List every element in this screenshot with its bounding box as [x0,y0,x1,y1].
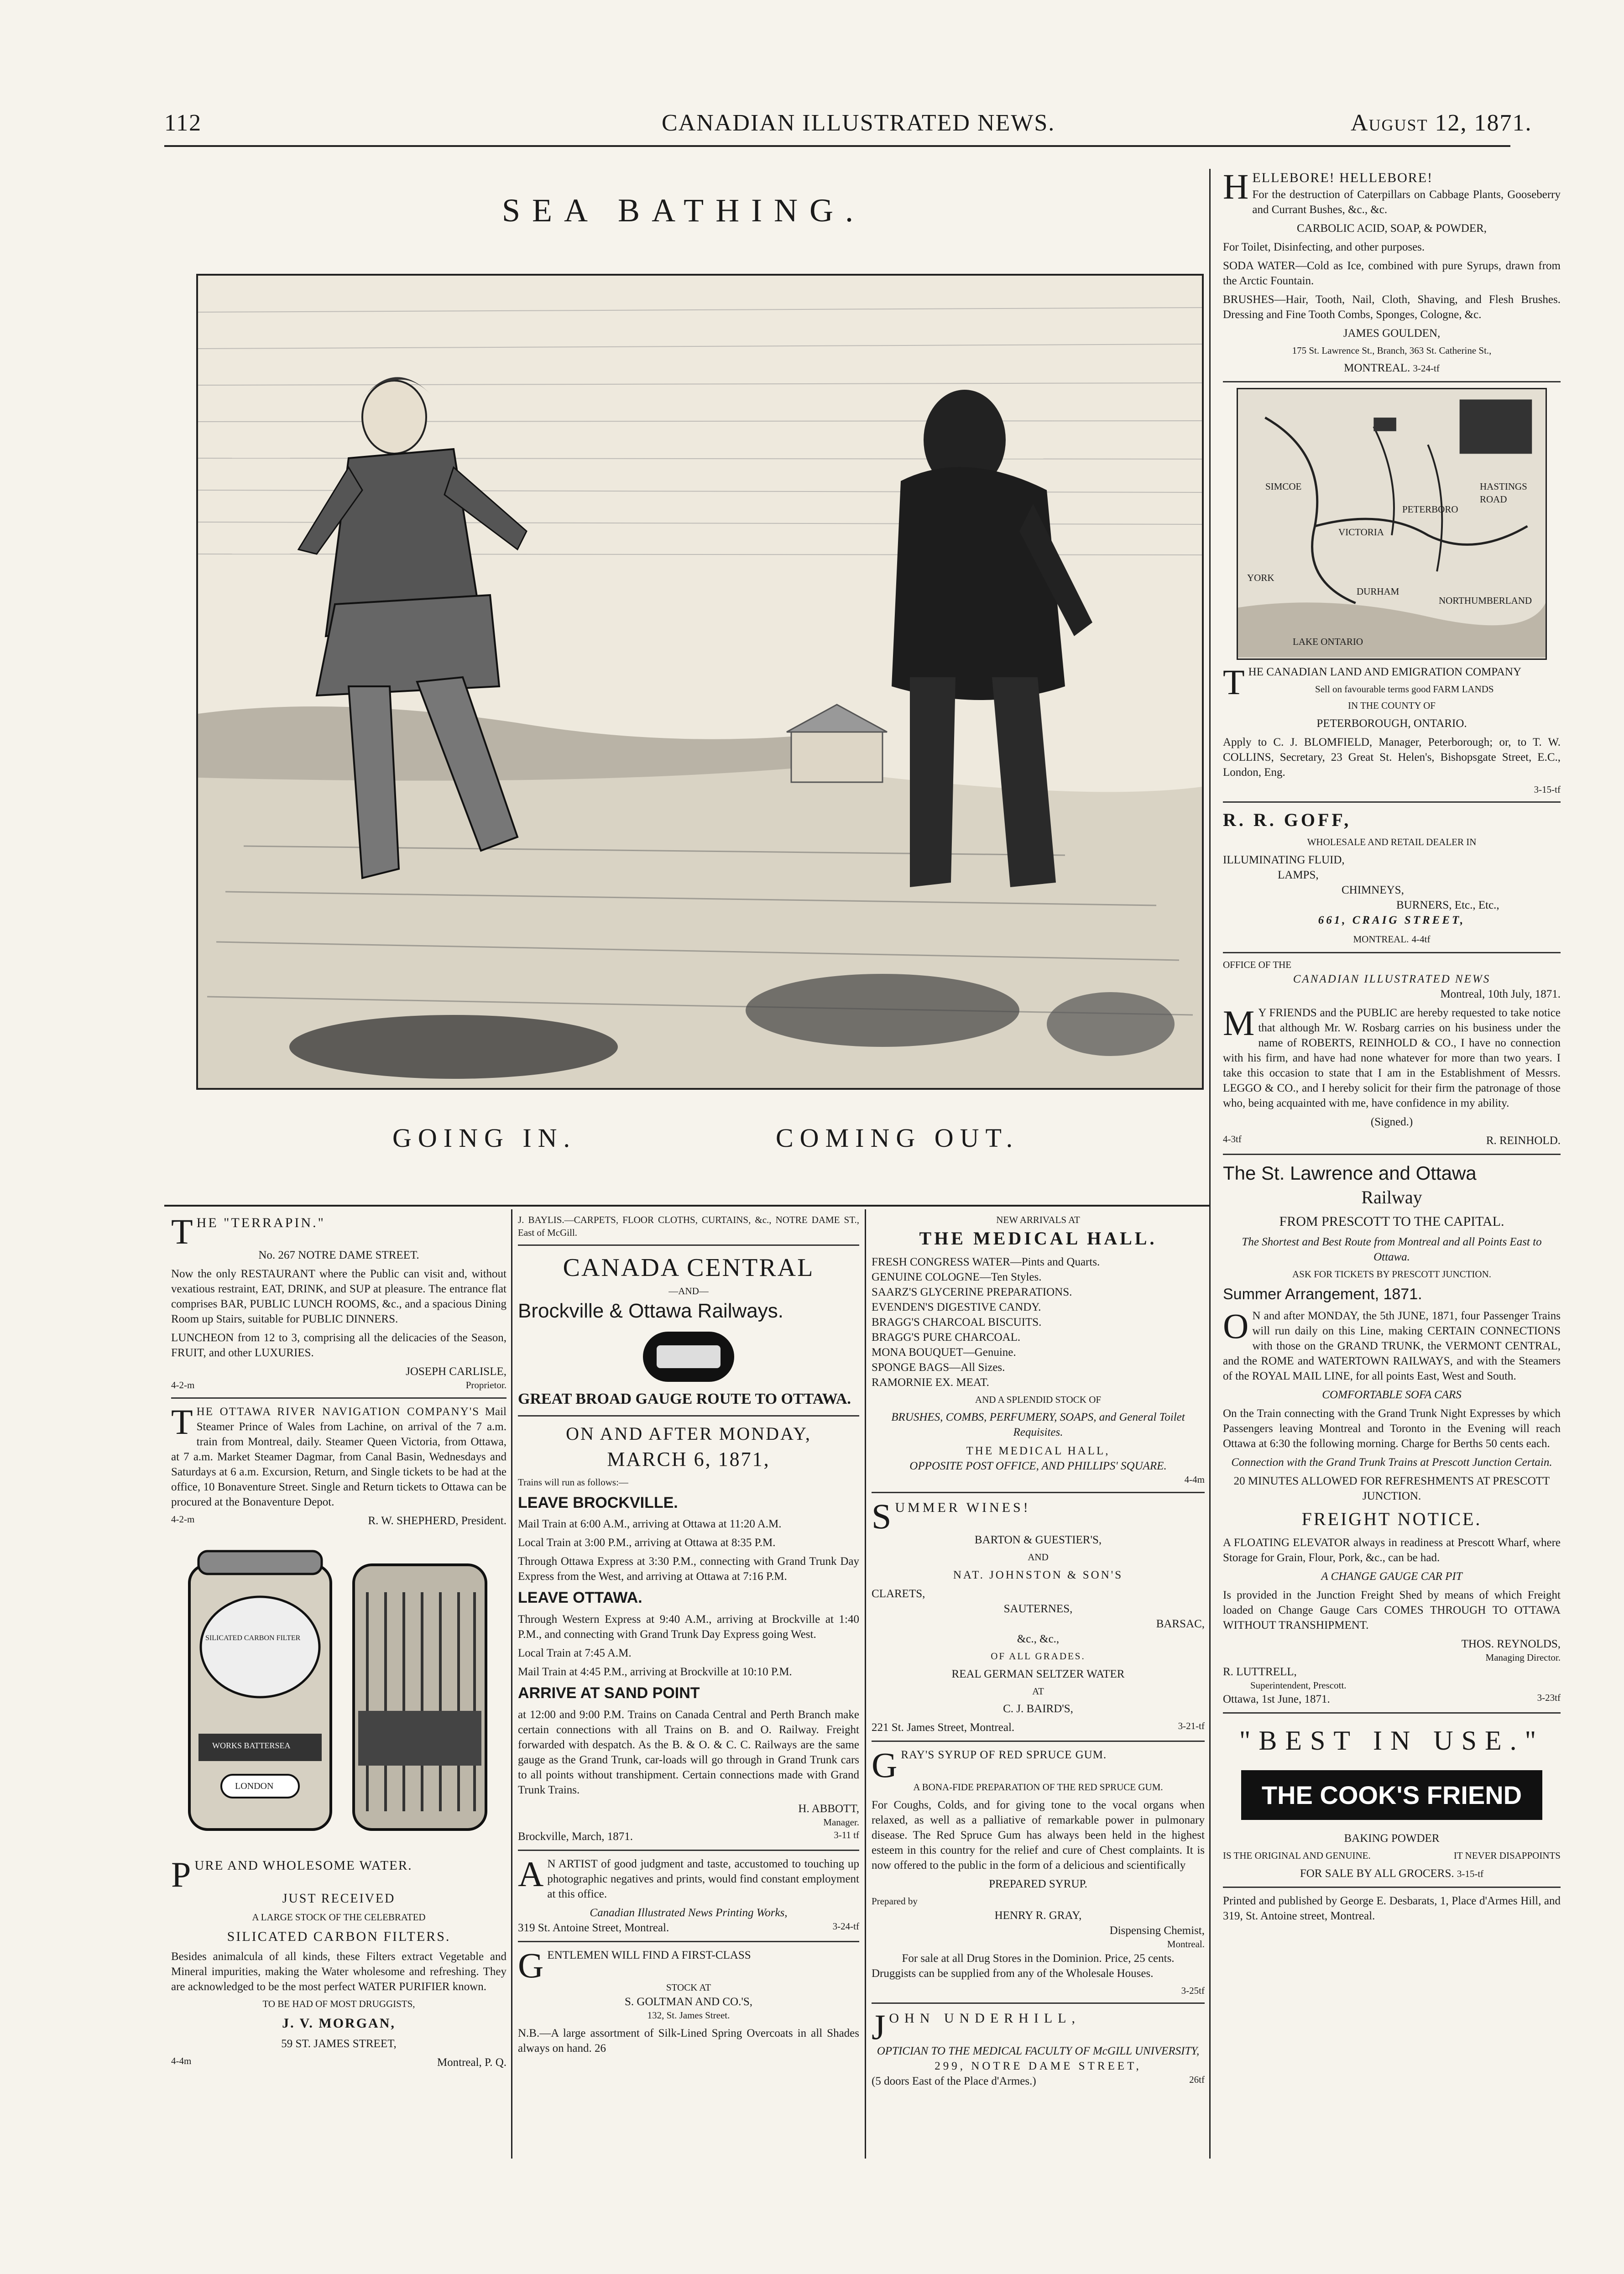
freight-sig2-role: Superintendent, Prescott. [1250,1679,1347,1691]
wines-barsac: BARSAC, [1156,1617,1205,1630]
artist-code: 3-24-tf [832,1920,859,1932]
freight-pit: A CHANGE GAUGE CAR PIT [1321,1570,1462,1583]
gentlemen-ad: GENTLEMEN WILL FIND A FIRST-CLASS [518,1945,751,1985]
pure-name: J. V. MORGAN, [282,2016,396,2031]
separator [518,1244,859,1246]
sale-code: 3-15-tf [1457,1868,1484,1880]
rail-sofa: COMFORTABLE SOFA CARS [1322,1389,1462,1401]
friends-name: R. REINHOLD. [1486,1134,1561,1147]
john-address: 299, NOTRE DAME STREET, [935,2060,1142,2072]
gent-name: S. GOLTMAN AND CO.'S, [624,1995,753,2008]
gent-address: 132, St. James Street. [647,2009,730,2021]
separator [1223,1712,1561,1714]
gray-body: For Coughs, Colds, and for giving tone to the vocal organs when relaxed, as well as a palliative of remarkable power in pulmonary disease. The Red Spruce Gum has always been held in the highest esteem in this country for the relief and cure of Chest complaints. It is now offered to the public in the form of a delicious and scientifically [872,1799,1205,1872]
goulden-code: 3-24-tf [1413,363,1440,374]
pure-received: JUST RECEIVED [282,1892,396,1906]
masthead: CANADIAN ILLUSTRATED NEWS. [662,110,1055,136]
hall-opposite: OPPOSITE POST OFFICE, AND PHILLIPS' SQUARE. [909,1460,1167,1473]
terrapin-code: 4-2-m [171,1380,195,1391]
office-name: CANADIAN ILLUSTRATED NEWS [1293,972,1491,985]
pure-filters: SILICATED CARBON FILTERS. [227,1929,451,1944]
john-doors: (5 doors East of the Place d'Armes.) [872,2075,1036,2087]
land-company-ad: THE CANADIAN LAND AND EMIGRATION COMPANY [1223,662,1522,702]
hall-brushes: BRUSHES, COMBS, PERFUMERY, SOAPS, and General Toilet Requisites. [891,1411,1185,1439]
separator [518,1415,859,1417]
sale: FOR SALE BY ALL GROCERS. [1300,1867,1454,1880]
brushes-body: BRUSHES—Hair, Tooth, Nail, Cloth, Shaving, and Flesh Brushes. Dressing and Fine Tooth Combs, Sponges, Cologne, &c. [1223,293,1561,321]
engraving-image [198,276,1202,1088]
wines-etc: &c., &c., [1017,1632,1060,1645]
freight-date: Ottawa, 1st June, 1871. [1223,1693,1330,1706]
baird-address: 221 St. James Street, Montreal. [872,1721,1015,1734]
column-2 [518,1214,859,2163]
separator [1223,381,1561,382]
pure-had: TO BE HAD OF MOST DRUGGISTS, [262,1998,415,2010]
pure-body: Besides animalcula of all kinds, these Filters extract Vegetable and Mineral impurities, making the Water wholesome and refreshing. They are acknowledged to be the most perfect WATER PURIFIER known. [171,1950,507,1993]
map-label-lake-ontario: LAKE ONTARIO [1293,636,1363,648]
abbott-date: Brockville, March, 1871. [518,1830,633,1843]
map-label-york: YORK [1247,572,1274,584]
goff-item: BURNERS, Etc., Etc., [1396,899,1499,911]
wines-sauternes: SAUTERNES, [1003,1602,1073,1615]
land-sub: Sell on favourable terms good FARM LANDS [1315,684,1494,695]
separator [518,1850,859,1851]
separator [872,1741,1205,1742]
goulden-name: JAMES GOULDEN, [1343,327,1441,340]
hall-item: RAMORNIE EX. MEAT. [872,1376,989,1389]
john-optician: OPTICIAN TO THE MEDICAL FACULTY OF McGILL UNIVERSITY, [877,2044,1200,2057]
terrapin-body: Now the only RESTAURANT where the Public can visit and, without vexatious restraint, EAT, DRINK, and SUP at pleasure. The entrance flat comprises BAR, PUBLIC LUNCH ROOMS, &c., and a spacious Dining Room up Stairs, suitable for PUBLIC DINNERS. [171,1268,507,1326]
map-label-victoria: VICTORIA [1338,527,1384,538]
gray-role: Dispensing Chemist, [1109,1924,1205,1937]
land-body: Apply to C. J. BLOMFIELD, Manager, Peterborough; or, to T. W. COLLINS, Secretary, 23 Great St. Helen's, Bishopsgate Street, E.C., London, Eng. [1223,736,1561,779]
printed-by: Printed and published by George E. Desbarats, 1, Place d'Armes Hill, and 319, St. Antoine street, Montreal. [1223,1895,1561,1923]
terrapin-lunch: LUNCHEON from 12 to 3, comprising all the delicacies of the Season, FRUIT, and other LUXURIES. [171,1332,507,1359]
cc-march: MARCH 6, 1871, [607,1448,770,1470]
leave-b-item: Mail Train at 6:00 A.M., arriving at Ottawa at 11:20 A.M. [518,1518,782,1531]
rail-short: The Shortest and Best Route from Montreal and all Points East to Ottawa. [1242,1235,1542,1263]
leave-o-item: Local Train at 7:45 A.M. [518,1647,632,1660]
goff-trade: WHOLESALE AND RETAIL DEALER IN [1307,836,1477,848]
friends-code: 4-3tf [1223,1133,1242,1145]
county-map [1237,388,1547,660]
separator [1223,1887,1561,1888]
pure-address: 59 ST. JAMES STREET, [281,2037,397,2050]
freight-sig1-role: Managing Director. [1485,1652,1561,1663]
right-column [1223,169,1561,2177]
separator [1223,952,1561,953]
medical-hall: THE MEDICAL HALL. [919,1228,1157,1249]
illustration-title: SEA BATHING. [502,192,866,229]
terrapin-address: No. 267 NOTRE DAME STREET. [258,1249,419,1262]
underhill-ad: JOHN UNDERHILL, [872,2007,1081,2047]
goff-item: LAMPS, [1278,868,1319,881]
freight-sig2: R. LUTTRELL, [1223,1665,1297,1678]
goff-city: MONTREAL. [1353,933,1409,945]
arrivals: NEW ARRIVALS AT [996,1214,1080,1225]
map-label-durham: DURHAM [1357,586,1399,597]
pure-water-ad: PURE AND WHOLESOME WATER. [171,1854,413,1894]
separator [872,1492,1205,1493]
hall2: THE MEDICAL HALL, [966,1445,1110,1458]
rail-minutes: 20 MINUTES ALLOWED FOR REFRESHMENTS AT PRESCOTT JUNCTION. [1233,1475,1550,1503]
caption-going-in: GOING IN. [392,1123,577,1153]
leave-b-item: Local Train at 3:00 P.M., arriving at Ottawa at 8:35 P.M. [518,1537,776,1549]
separator [1223,1154,1561,1155]
carbolic-heading: CARBOLIC ACID, SOAP, & POWDER, [1296,222,1487,235]
gray-sub: A BONA-FIDE PREPARATION OF THE RED SPRUCE GUM. [913,1782,1163,1793]
wines-and: AND [1028,1552,1049,1563]
hall-item: SAARZ'S GLYCERINE PREPARATIONS. [872,1286,1072,1298]
baird-code: 3-21-tf [1178,1720,1205,1732]
cc-monday: ON AND AFTER MONDAY, [566,1423,811,1444]
artist-ad: A N ARTIST of good judgment and taste, accustomed to touching up photographic negatives and prints, would find constant employment at this office. [518,1854,859,1900]
goff-code: 4-4tf [1411,933,1431,945]
rail-from: FROM PRESCOTT TO THE CAPITAL. [1279,1213,1504,1229]
land-code: 3-15-tf [1534,784,1561,795]
sand-body: at 12:00 and 9:00 P.M. Trains on Canada Central and Perth Branch make certain connections with all Trains on B. and O. Railway. Freight forwarded with despatch. As the B. & O. & C. C. Railways are the same gauge as the Grand Trunk, car-loads will go through in Grand Trunk cars to all points without transhipment. Certain connections made with Grand Trunk Trains. [518,1709,859,1797]
wines-ad: SUMMER WINES! [872,1496,1031,1536]
hellebore-ad: HELLEBORE! HELLEBORE! For the destruction of Caterpillars on Cabbage Plants, Gooseberry and Currant Bushes, &c., &c. [1223,169,1561,216]
carbolic-body: For Toilet, Disinfecting, and other purposes. [1223,240,1425,253]
separator [1223,801,1561,803]
freight-sig1: THOS. REYNOLDS, [1461,1637,1561,1650]
artist-works: Canadian Illustrated News Printing Works, [590,1906,788,1919]
office-of: OFFICE OF THE [1223,959,1292,970]
gray-syrup-ad: GRAY'S SYRUP OF RED SPRUCE GUM. [872,1745,1107,1785]
map-label-northumberland: NORTHUMBERLAND [1439,595,1532,606]
col2-rule [865,1209,866,2159]
hall-item: SPONGE BAGS—All Sizes. [872,1361,1005,1374]
freight-head: FREIGHT NOTICE. [1301,1509,1482,1530]
cc-title: CANADA CENTRAL [563,1254,815,1282]
never-disappoints: IT NEVER DISAPPOINTS [1453,1850,1561,1861]
separator [518,1941,859,1942]
gray-city: Montreal. [1167,1938,1205,1950]
filter-label-2: WORKS BATTERSEA [212,1741,291,1750]
best-in-use: "BEST IN USE." [1239,1725,1545,1756]
land-county: IN THE COUNTY OF [1348,700,1436,711]
hall-item: BRAGG'S PURE CHARCOAL. [872,1331,1021,1343]
hall-item: EVENDEN'S DIGESTIVE CANDY. [872,1301,1041,1313]
rail-title2: Railway [1361,1187,1422,1208]
bottom-section-rule [164,1205,1209,1207]
freight-code: 3-23tf [1537,1692,1561,1704]
goff-name: R. R. GOFF, [1223,810,1352,831]
rail-connection: Connection with the Grand Trunk Trains at Prescott Junction Certain. [1231,1456,1552,1469]
terrapin-ad: THE "TERRAPIN." [171,1214,325,1251]
john-code: 26tf [1189,2074,1205,2085]
col1-rule [511,1209,512,2159]
gray-druggists: Druggists can be supplied from any of the Wholesale Houses. [872,1967,1154,1980]
sea-bathing-illustration [196,274,1204,1090]
cooks-friend-banner: THE COOK'S FRIEND [1241,1770,1542,1820]
wines-barton: BARTON & GUESTIER'S, [974,1534,1102,1547]
terrapin-name: JOSEPH CARLISLE, [406,1365,507,1378]
goulden-address: 175 St. Lawrence St., Branch, 363 St. Catherine St., [1292,345,1492,356]
baking-powder: BAKING POWDER [1344,1832,1440,1845]
filter-label-3: LONDON [235,1781,274,1791]
caption-coming-out: COMING OUT. [776,1123,1019,1153]
map-label-simcoe: SIMCOE [1265,481,1302,492]
goulden-city: MONTREAL. [1344,362,1410,375]
issue-date: August 12, 1871. [1351,110,1532,136]
map-image [1238,389,1546,659]
wines-baird: C. J. BAIRD'S, [1003,1703,1073,1715]
soda-body: SODA WATER—Cold as Ice, combined with pure Syrups, drawn from the Arctic Fountain. [1223,259,1561,287]
rail-summer: Summer Arrangement, 1871. [1223,1286,1422,1303]
leave-ottawa: LEAVE OTTAWA. [518,1589,642,1607]
filter-image [171,1537,507,1848]
sand-point: ARRIVE AT SAND POINT [518,1684,700,1702]
river-ad: THE OTTAWA RIVER NAVIGATION COMPANY'S Mail Steamer Prince of Wales from Lachine, on arrival of the 7 a.m. train from Montreal, daily. Steamer Queen Victoria, from Ottawa, at 7 a.m. Market Steamer Dagmar, from Canal Basin, Wednesdays and Saturdays at 6 a.m. Excursion, Return, and Single tickets to be had at the office, 10 Bonaventure Street. Single and Return tickets to Ottawa can be procured at the Bonaventure Depot. [171,1401,507,1508]
rail-night: On the Train connecting with the Grand Trunk Night Expresses by which Passengers leaving Montreal and Toronto in the Evening will reach Ottawa at 6:30 the following morning. Charge for Berths 50 cents each. [1223,1407,1561,1450]
hall-code: 4-4m [1184,1474,1205,1485]
goff-address: 661, CRAIG STREET, [1318,914,1466,926]
terrapin-role: Proprietor. [465,1380,507,1391]
freight-pit-body: Is provided in the Junction Freight Shed by means of which Freight loaded on Change Gauge Cars COMES THROUGH TO OTTAWA WITHOUT TRANSHIPMENT. [1223,1589,1561,1631]
river-name: R. W. SHEPHERD, President. [368,1514,507,1527]
artist-address: 319 St. Antoine Street, Montreal. [518,1921,669,1934]
separator [171,1397,507,1399]
pure-city: Montreal, P. Q. [437,2056,507,2069]
friends-notice: M Y FRIENDS and the PUBLIC are hereby requested to take notice that although Mr. W. Rosbarg carries on his business under the name of ROBERTS, REINHOLD & CO., I have no connection with his firm, and have had none whatever for more than two years. I take this occasion to state that I am in the Establishment of Messrs. LEGGO & CO., and I hereby solicit for their firm the patronage of those who, being acquainted with me, have confidence in my ability. [1223,1003,1561,1109]
hall-item: FRESH CONGRESS WATER—Pints and Quarts. [872,1255,1100,1268]
abbott-role: Manager. [823,1817,859,1828]
baylis-banner: J. BAYLIS.—CARPETS, FLOOR CLOTHS, CURTAINS, &c., NOTRE DAME ST., East of McGill. [518,1214,859,1238]
right-column-rule [1209,169,1211,2159]
rail-title: The St. Lawrence and Ottawa [1223,1162,1477,1184]
gent-stock: STOCK AT [666,1982,711,1993]
wines-clarets: CLARETS, [872,1587,925,1600]
office-date: Montreal, 10th July, 1871. [1440,988,1561,1000]
pure-code: 4-4m [171,2055,192,2066]
rail-ask: ASK FOR TICKETS BY PRESCOTT JUNCTION. [1292,1268,1491,1280]
goff-item: CHIMNEYS, [1342,883,1404,896]
gray-by: Prepared by [872,1896,918,1907]
leave-o-item: Through Western Express at 9:40 A.M., arriving at Brockville at 1:40 P.M., and connecting with Grand Trunk Day Express going West. [518,1613,859,1641]
map-label-hastings: HASTINGS ROAD [1480,481,1527,505]
abbott-name: H. ABBOTT, [798,1803,859,1815]
cc-sub: Brockville & Ottawa Railways. [518,1300,783,1323]
cc-gauge: GREAT BROAD GAUGE ROUTE TO OTTAWA. [518,1391,851,1408]
carbon-filters-illustration [171,1537,507,1848]
page-number: 112 [164,110,202,136]
river-code: 4-2-m [171,1513,195,1525]
freight-body: A FLOATING ELEVATOR always in readiness at Prescott Wharf, where Storage for Grain, Flour, Pork, &c., can be had. [1223,1536,1561,1564]
hall-splendid: AND A SPLENDID STOCK OF [975,1394,1102,1405]
gray-name: HENRY R. GRAY, [994,1909,1082,1922]
leave-brockville: LEAVE BROCKVILLE. [518,1494,678,1511]
separator [872,2002,1205,2004]
map-label-peterboro: PETERBORO [1402,504,1458,515]
wines-at: AT [1032,1685,1044,1697]
gent-code: 26 [595,2042,606,2054]
gray-sale: For sale at all Drug Stores in the Dominion. Price, 25 cents. [902,1952,1175,1965]
filter-label-1: SILICATED CARBON FILTER [205,1634,301,1642]
goff-item: ILLUMINATING FLUID, [1223,853,1345,866]
header-rule [164,145,1510,147]
column-1 [171,1214,507,2163]
gray-code: 3-25tf [1181,1985,1205,1996]
hall-item: MONA BOUQUET—Genuine. [872,1346,1016,1359]
wines-grades: OF ALL GRADES. [991,1650,1086,1662]
leave-o-item: Mail Train at 4:45 P.M., arriving at Brockville at 10:10 P.M. [518,1666,792,1678]
wines-nat: NAT. JOHNSTON & SON'S [953,1568,1123,1581]
cc-and: —AND— [668,1286,709,1297]
cc-trains: Trains will run as follows:— [518,1476,628,1488]
hall-item: GENUINE COLOGNE—Ten Styles. [872,1270,1042,1283]
wines-seltzer: REAL GERMAN SELTZER WATER [951,1668,1125,1680]
hall-item: BRAGG'S CHARCOAL BISCUITS. [872,1316,1042,1328]
abbott-code: 3-11 tf [834,1829,859,1840]
rail-schedule: O N and after MONDAY, the 5th JUNE, 1871, four Passenger Trains will run daily on this Line, making CERTAIN CONNECTIONS with those on the GRAND TRUNK, the VERMONT CENTRAL, and the ROME and WATERTOWN RAILWAYS, and with the Steamers of the ROYAL MAIL LINE, for all points East, West and South. [1223,1306,1561,1383]
land-place: PETERBOROUGH, ONTARIO. [1316,717,1467,730]
gray-prepared: PREPARED SYRUP. [989,1878,1087,1891]
locomotive-icon [643,1332,734,1382]
pure-stock: A LARGE STOCK OF THE CELEBRATED [252,1912,426,1923]
column-3 [872,1214,1205,2163]
friends-signed: (Signed.) [1370,1115,1413,1128]
genuine: IS THE ORIGINAL AND GENUINE. [1223,1850,1371,1861]
gent-body: N.B.—A large assortment of Silk-Lined Spring Overcoats in all Shades always on hand. [518,2027,859,2054]
leave-b-item: Through Ottawa Express at 3:30 P.M., connecting with Grand Trunk Day Express from the West, and arriving at Ottawa at 7:16 P.M. [518,1555,859,1583]
